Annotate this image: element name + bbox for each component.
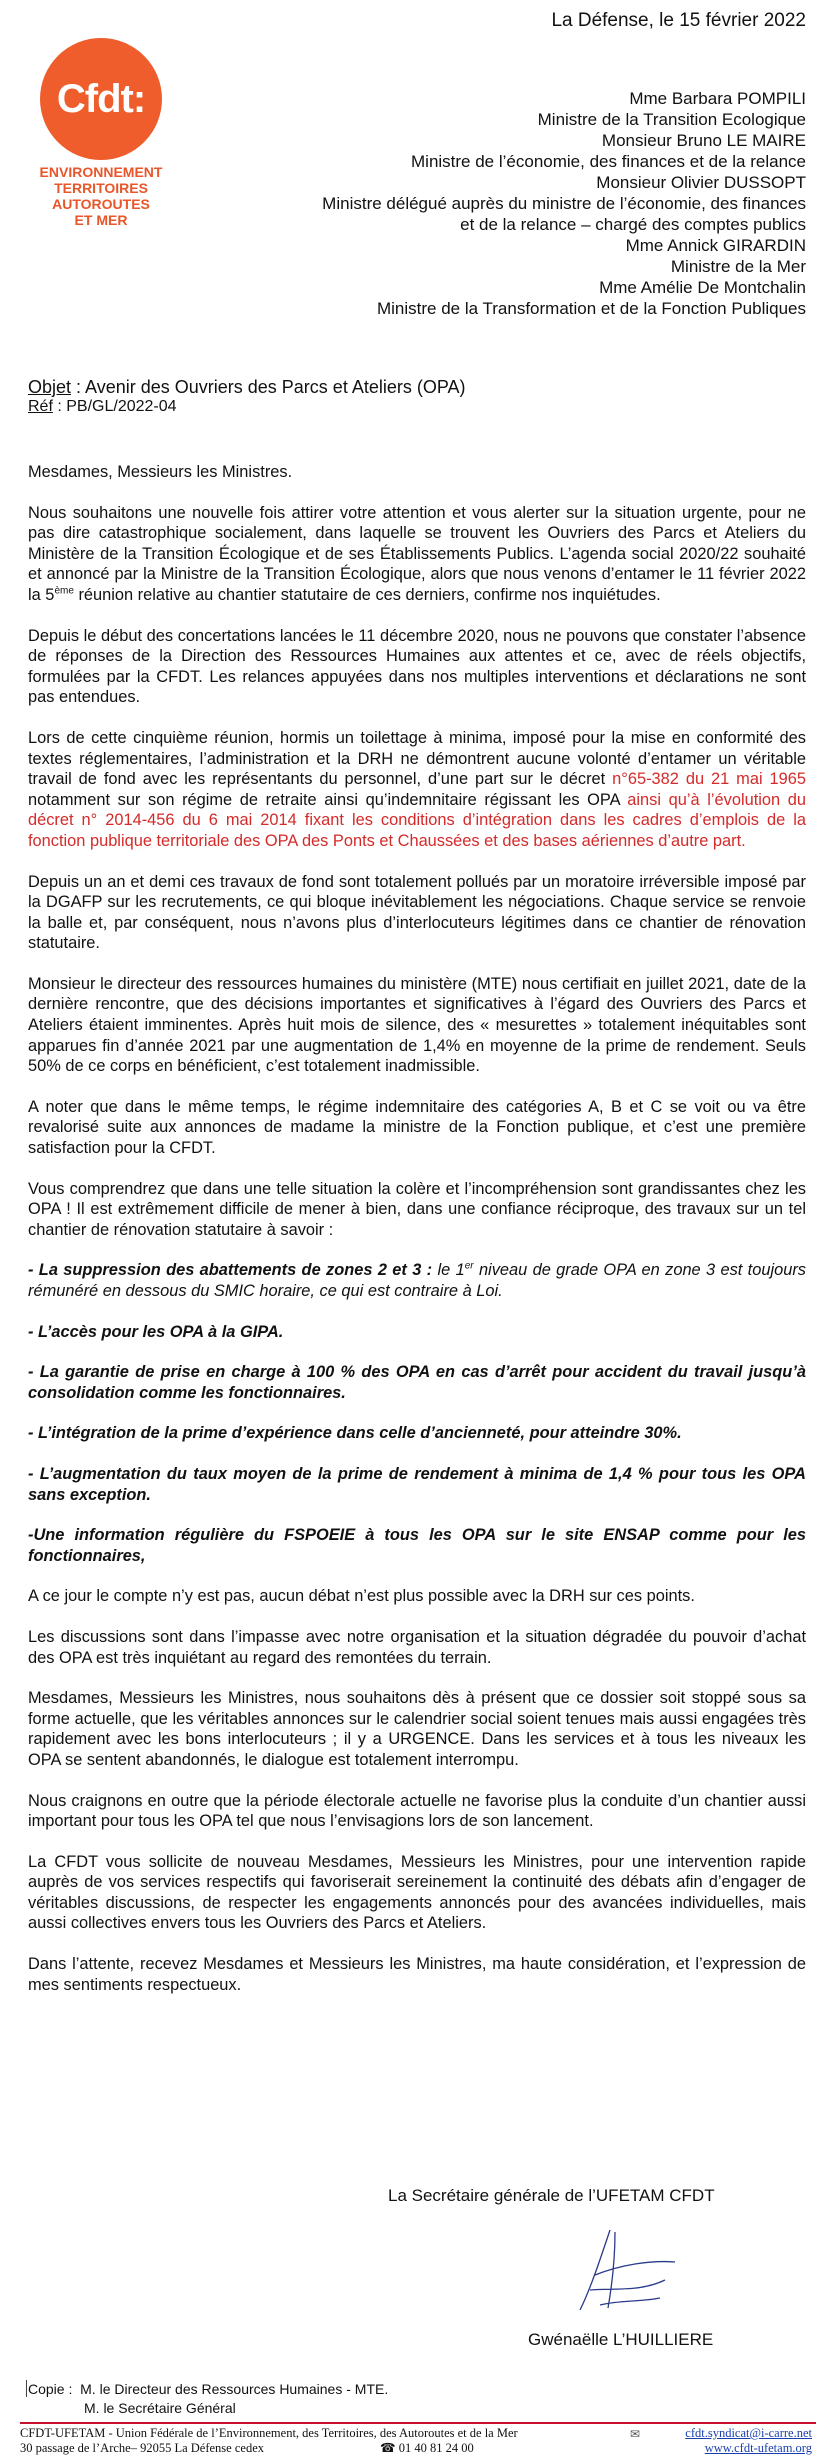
signature-graphic — [570, 2220, 680, 2320]
recipient-line: Monsieur Olivier DUSSOPT — [596, 173, 806, 192]
text-run: le 1 — [432, 1261, 465, 1280]
copy-recipient: M. le Secrétaire Général — [84, 2400, 236, 2416]
copy-recipient: M. le Directeur des Ressources Humaines - MTE. — [80, 2381, 389, 2397]
text-run: Lors de cette cinquième réunion, hormis un toilettage à minima, imposé pour la mise en conformité des textes réglementaires, l’administration et la DRH ne démontrent aucune volonté d’entamer un véritable travail de fond avec les représentants du personnel, d’une part sur le décret — [28, 728, 806, 789]
paragraph: La CFDT vous sollicite de nouveau Mesdames, Messieurs les Ministres, pour une intervention rapide auprès de vos services respectifs qui favoriserait sereinement la continuité des débats afin d’engager de véritables discussions, de respecter les engagements annoncés pour des avancées individuelles, mais aussi collectives envers tous les Ouvriers des Parcs et Ateliers. — [28, 1852, 806, 1933]
footer-email-link[interactable]: cfdt.syndicat@i-carre.net — [685, 2426, 812, 2440]
cfdt-logo — [36, 38, 166, 228]
copy-marker — [26, 2380, 27, 2397]
text-run: Nous souhaitons une nouvelle fois attirer votre attention et vous alerter sur la situation urgente, pour ne pas dire catastrophique socialement, dans laquelle se trouvent les Ouvriers des Parcs et Ateliers du Ministère de la Transition Écologique et de ses Établissements Publics. L’agenda social 2020/22 souhaité et annoncé par la Ministre de la Transition Écologique, alors que nous venons d’entamer le 11 février 2022 la 5 — [28, 503, 806, 604]
demand-item: - L’augmentation du taux moyen de la prime de rendement à minima de 1,4 % pour tous les OPA sans exception. — [28, 1464, 806, 1504]
demand-item — [28, 1260, 806, 1301]
footer-divider — [20, 2422, 816, 2424]
highlighted-decree: ainsi qu’à l’évolution du décret n° 2014-456 du 6 mai 2014 fixant les conditions d’intégration dans les cadres d’emplois de la fonction publique territoriale des OPA des Ponts et Chaussées et des bases aériennes d’autre part. — [28, 790, 806, 850]
recipient-line: Ministre de l’économie, des finances et de la relance — [411, 152, 806, 171]
copy-line — [28, 2380, 388, 2399]
recipient-line: Mme Amélie De Montchalin — [599, 278, 806, 297]
footer-phone: ☎ 01 40 81 24 00 — [380, 2441, 474, 2455]
logo-sub-line: ENVIRONNEMENT — [39, 164, 163, 180]
logo-subtitle — [36, 164, 166, 228]
logo-sub-line: ET MER — [74, 212, 128, 228]
paragraph: Monsieur le directeur des ressources humaines du ministère (MTE) nous certifiait en juillet 2021, date de la dernière rencontre, que des décisions importantes et significatives à l’égard des Ouvriers des Parcs et Ateliers étaient imminentes. Après huit mois de silence, des « mesurettes » totalement inéquitables sont apparues fin d’année 2021 par une augmentation de 1,4% en moyenne de la prime de rendement. Seuls 50% de ce corps en bénéficient, c’est totalement inadmissible. — [28, 974, 806, 1076]
subject-label: Objet — [28, 377, 72, 397]
logo-circle: Cfdt: — [40, 38, 162, 160]
salutation: Mesdames, Messieurs les Ministres. — [28, 463, 293, 481]
highlighted-decree: n°65-382 du 21 mai 1965 — [612, 770, 807, 789]
text-run: niveau de grade OPA en zone 3 est toujours rémunéré en dessous du SMIC horaire, ce qui est contraire à Loi. — [28, 1261, 806, 1300]
recipient-line: Ministre délégué auprès du ministre de l’économie, des finances — [322, 194, 806, 213]
handwritten-signature — [570, 2220, 680, 2325]
paragraph — [28, 728, 806, 852]
mail-icon: ✉ — [630, 2427, 641, 2441]
paragraph: Depuis un an et demi ces travaux de fond sont totalement pollués par un moratoire irréversible imposé par la DGAFP sur les recrutements, ce qui bloque inévitablement les négociations. Chaque service se renvoie la balle et, par conséquent, nous n’avons plus d’interlocuteurs légitimes dans ce chantier de rénovation statutaire. — [28, 872, 806, 953]
demand-title: - La suppression des abattements de zones 2 et 3 : — [28, 1261, 433, 1280]
logo-sub-line: AUTOROUTES — [52, 196, 150, 212]
footer-street: 30 passage de l’Arche– 92055 La Défense cedex — [20, 2441, 264, 2455]
logo-sub-line: TERRITOIRES — [54, 180, 148, 196]
superscript: er — [464, 1260, 474, 1272]
signatory-title: La Secrétaire générale de l’UFETAM CFDT — [388, 2186, 715, 2205]
demand-item: - La garantie de prise en charge à 100 % des OPA en cas d’arrêt pour accident du travail jusqu’à consolidation comme les fonctionnaires. — [28, 1363, 806, 1402]
subject-line — [28, 377, 466, 397]
paragraph: Vous comprendrez que dans une telle situation la colère et l’incompréhension sont grandissantes chez les OPA ! Il est extrêmement difficile de mener à bien, dans une confiance réciproque, des travaux sur un tel chantier de rénovation statutaire à savoir : — [28, 1179, 806, 1239]
signatory-name: Gwénaëlle L’HUILLIERE — [528, 2330, 714, 2349]
copy-label: Copie : — [28, 2381, 73, 2397]
recipient-line: Ministre de la Transition Ecologique — [537, 110, 806, 129]
subject-block — [28, 377, 466, 417]
letter-date: La Défense, le 15 février 2022 — [551, 10, 806, 31]
recipient-line: Mme Barbara POMPILI — [629, 89, 806, 108]
recipient-line: Ministre de la Transformation et de la Fonction Publiques — [376, 299, 806, 318]
letter-body — [28, 462, 806, 2015]
recipient-line: et de la relance – chargé des comptes publics — [460, 215, 806, 234]
paragraph: Mesdames, Messieurs les Ministres, nous souhaitons dès à présent que ce dossier soit stoppé sous sa forme actuelle, que les véritables annonces sur le calendrier social soient tenues mais aussi engagées très rapidement avec les bons interlocuteurs ; il y a URGENCE. Dans les services et à tous les niveaux les OPA se sentent abandonnés, le dialogue est totalement interrompu. — [28, 1689, 806, 1769]
subject-text: : Avenir des Ouvriers des Parcs et Ateliers (OPA) — [71, 377, 466, 397]
reference-line — [28, 397, 466, 417]
paragraph: Les discussions sont dans l’impasse avec notre organisation et la situation dégradée du pouvoir d’achat des OPA est très inquiétant au regard des remontées du terrain. — [28, 1627, 806, 1667]
paragraph: Depuis le début des concertations lancées le 11 décembre 2020, nous ne pouvons que constater l’absence de réponses de la Direction des Ressources Humaines aux attentes et ce, avec de réels objectifs, formulées par la CFDT. Les relances appuyées dans nos multiples interventions et déclarations ne sont pas entendues. — [28, 626, 806, 707]
reference-text: : PB/GL/2022-04 — [52, 398, 177, 415]
copy-line — [28, 2399, 388, 2418]
paragraph: Nous craignons en outre que la période électorale actuelle ne favorise plus la conduite d’un chantier aussi important pour tous les OPA tel que nous l’envisagions lors de son lancement. — [28, 1791, 806, 1831]
demand-item: -Une information régulière du FSPOEIE à tous les OPA sur le site ENSAP comme pour les fonctionnaires, — [28, 1526, 806, 1565]
footer-links — [685, 2426, 812, 2456]
demand-item: - L’intégration de la prime d’expérience dans celle d’ancienneté, pour atteindre 30%. — [28, 1424, 682, 1443]
superscript: ème — [54, 585, 74, 597]
paragraph — [28, 503, 806, 606]
recipients-block — [322, 88, 806, 319]
paragraph: A noter que dans le même temps, le régime indemnitaire des catégories A, B et C se voit ou va être revalorisé suite aux annonces de madame la ministre de la Fonction publique, et c’est une première satisfaction pour la CFDT. — [28, 1097, 806, 1158]
copy-block — [28, 2380, 388, 2418]
paragraph: A ce jour le compte n’y est pas, aucun débat n’est plus possible avec la DRH sur ces points. — [28, 1587, 695, 1606]
footer-website-link[interactable]: www.cfdt-ufetam.org — [704, 2441, 812, 2455]
text-run: notamment sur son régime de retraite ainsi qu’indemnitaire régissant les OPA — [28, 790, 628, 809]
demand-item: - L’accès pour les OPA à la GIPA. — [28, 1322, 284, 1341]
text-run: réunion relative au chantier statutaire de ces derniers, confirme nos inquiétudes. — [73, 585, 661, 604]
reference-label: Réf — [28, 398, 53, 415]
footer-org: CFDT-UFETAM - Union Fédérale de l’Environnement, des Territoires, des Autoroutes et de la Mer — [20, 2426, 518, 2440]
recipient-line: Mme Annick GIRARDIN — [625, 236, 806, 255]
recipient-line: Ministre de la Mer — [670, 257, 806, 276]
recipient-line: Monsieur Bruno LE MAIRE — [601, 131, 806, 150]
closing-paragraph: Dans l’attente, recevez Mesdames et Messieurs les Ministres, ma haute considération, et l’expression de mes sentiments respectueux. — [28, 1955, 806, 1994]
